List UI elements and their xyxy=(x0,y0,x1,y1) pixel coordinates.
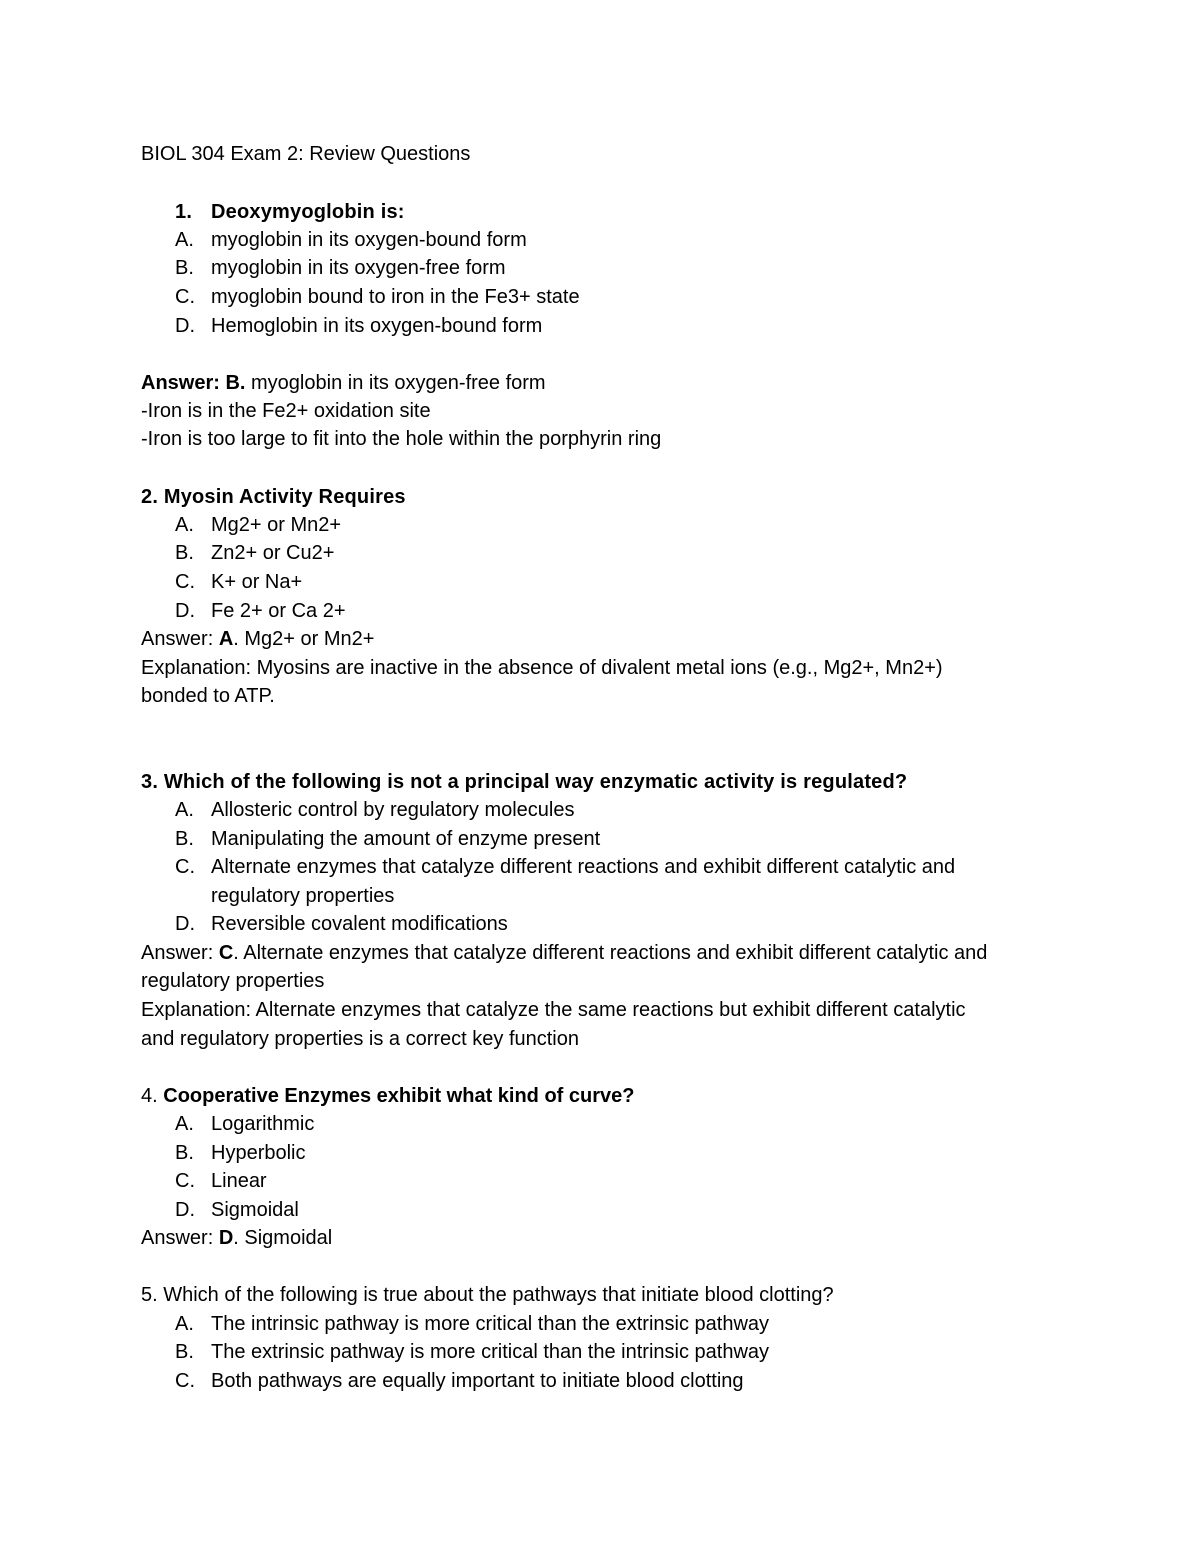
answer-letter: A xyxy=(218,628,234,650)
question-4 xyxy=(141,1084,634,1108)
question-2: 2. Myosin Activity Requires xyxy=(141,486,406,508)
option-text: Sigmoidal xyxy=(211,1199,299,1221)
option-letter: C. xyxy=(175,856,195,878)
answer-prefix: Answer: xyxy=(141,1227,219,1249)
option-text: Linear xyxy=(211,1170,267,1192)
question-number: 4. xyxy=(141,1085,164,1107)
question-number: 1. xyxy=(175,201,193,223)
question-3: 3. Which of the following is not a principal way enzymatic activity is regulated? xyxy=(141,771,908,793)
option-letter: C. xyxy=(175,571,195,593)
answer-prefix: Answer: xyxy=(141,942,219,964)
option-letter: D. xyxy=(175,1199,195,1221)
answer-line xyxy=(141,1226,332,1250)
option-text: Manipulating the amount of enzyme present xyxy=(211,828,601,850)
answer-text: . Mg2+ or Mn2+ xyxy=(233,628,375,650)
option-letter: A. xyxy=(175,229,194,251)
option-letter: D. xyxy=(175,600,195,622)
answer-continued: regulatory properties xyxy=(141,970,325,992)
option-text: myoglobin in its oxygen-free form xyxy=(211,257,506,279)
option-letter: B. xyxy=(175,1142,194,1164)
option-letter: C. xyxy=(175,286,195,308)
explanation-line: Explanation: Alternate enzymes that catalyze the same reactions but exhibit different catalytic xyxy=(141,999,966,1021)
option-letter: A. xyxy=(175,514,194,536)
answer-text: myoglobin in its oxygen-free form xyxy=(245,372,546,394)
option-text: myoglobin bound to iron in the Fe3+ state xyxy=(211,286,580,308)
option-letter: A. xyxy=(175,1313,194,1335)
explanation-line: Explanation: Myosins are inactive in the absence of divalent metal ions (e.g., Mg2+, Mn2+) xyxy=(141,657,943,679)
option-text: Both pathways are equally important to initiate blood clotting xyxy=(211,1370,744,1392)
answer-line xyxy=(141,627,374,651)
option-text: Allosteric control by regulatory molecules xyxy=(211,799,575,821)
option-text: regulatory properties xyxy=(211,885,395,907)
option-letter: B. xyxy=(175,257,194,279)
option-text: The extrinsic pathway is more critical than the intrinsic pathway xyxy=(211,1341,770,1363)
document-title: BIOL 304 Exam 2: Review Questions xyxy=(141,143,471,165)
option-text: myoglobin in its oxygen-bound form xyxy=(211,229,527,251)
option-letter: A. xyxy=(175,1113,194,1135)
answer-text: . Alternate enzymes that catalyze different reactions and exhibit different catalytic and xyxy=(233,942,988,964)
option-letter: C. xyxy=(175,1170,195,1192)
note-line: -Iron is too large to fit into the hole within the porphyrin ring xyxy=(141,428,662,450)
option-text: The intrinsic pathway is more critical than the extrinsic pathway xyxy=(211,1313,770,1335)
option-text: Mg2+ or Mn2+ xyxy=(211,514,342,536)
answer-prefix: Answer: xyxy=(141,628,219,650)
option-text: K+ or Na+ xyxy=(211,571,303,593)
explanation-line: and regulatory properties is a correct key function xyxy=(141,1028,579,1050)
option-text: Hyperbolic xyxy=(211,1142,306,1164)
option-letter: C. xyxy=(175,1370,195,1392)
question-text: Cooperative Enzymes exhibit what kind of curve? xyxy=(163,1085,635,1107)
note-line: -Iron is in the Fe2+ oxidation site xyxy=(141,400,431,422)
explanation-line: bonded to ATP. xyxy=(141,685,275,707)
option-text: Hemoglobin in its oxygen-bound form xyxy=(211,315,543,337)
question-text: Deoxymyoglobin is: xyxy=(211,201,405,223)
option-text: Logarithmic xyxy=(211,1113,315,1135)
option-text: Alternate enzymes that catalyze different reactions and exhibit different catalytic and xyxy=(211,856,956,878)
option-text: Reversible covalent modifications xyxy=(211,913,508,935)
question-5: 5. Which of the following is true about the pathways that initiate blood clotting? xyxy=(141,1284,834,1306)
option-letter: D. xyxy=(175,913,195,935)
answer-letter: D xyxy=(218,1227,234,1249)
option-text: Fe 2+ or Ca 2+ xyxy=(211,600,346,622)
answer-label: Answer: B. xyxy=(141,372,246,394)
option-letter: A. xyxy=(175,799,194,821)
answer-letter: C xyxy=(218,942,234,964)
option-letter: D. xyxy=(175,315,195,337)
answer-text: . Sigmoidal xyxy=(233,1227,333,1249)
option-letter: B. xyxy=(175,1341,194,1363)
option-letter: B. xyxy=(175,828,194,850)
answer-line xyxy=(141,371,546,395)
option-letter: B. xyxy=(175,542,194,564)
option-text: Zn2+ or Cu2+ xyxy=(211,542,335,564)
answer-line xyxy=(141,941,987,965)
